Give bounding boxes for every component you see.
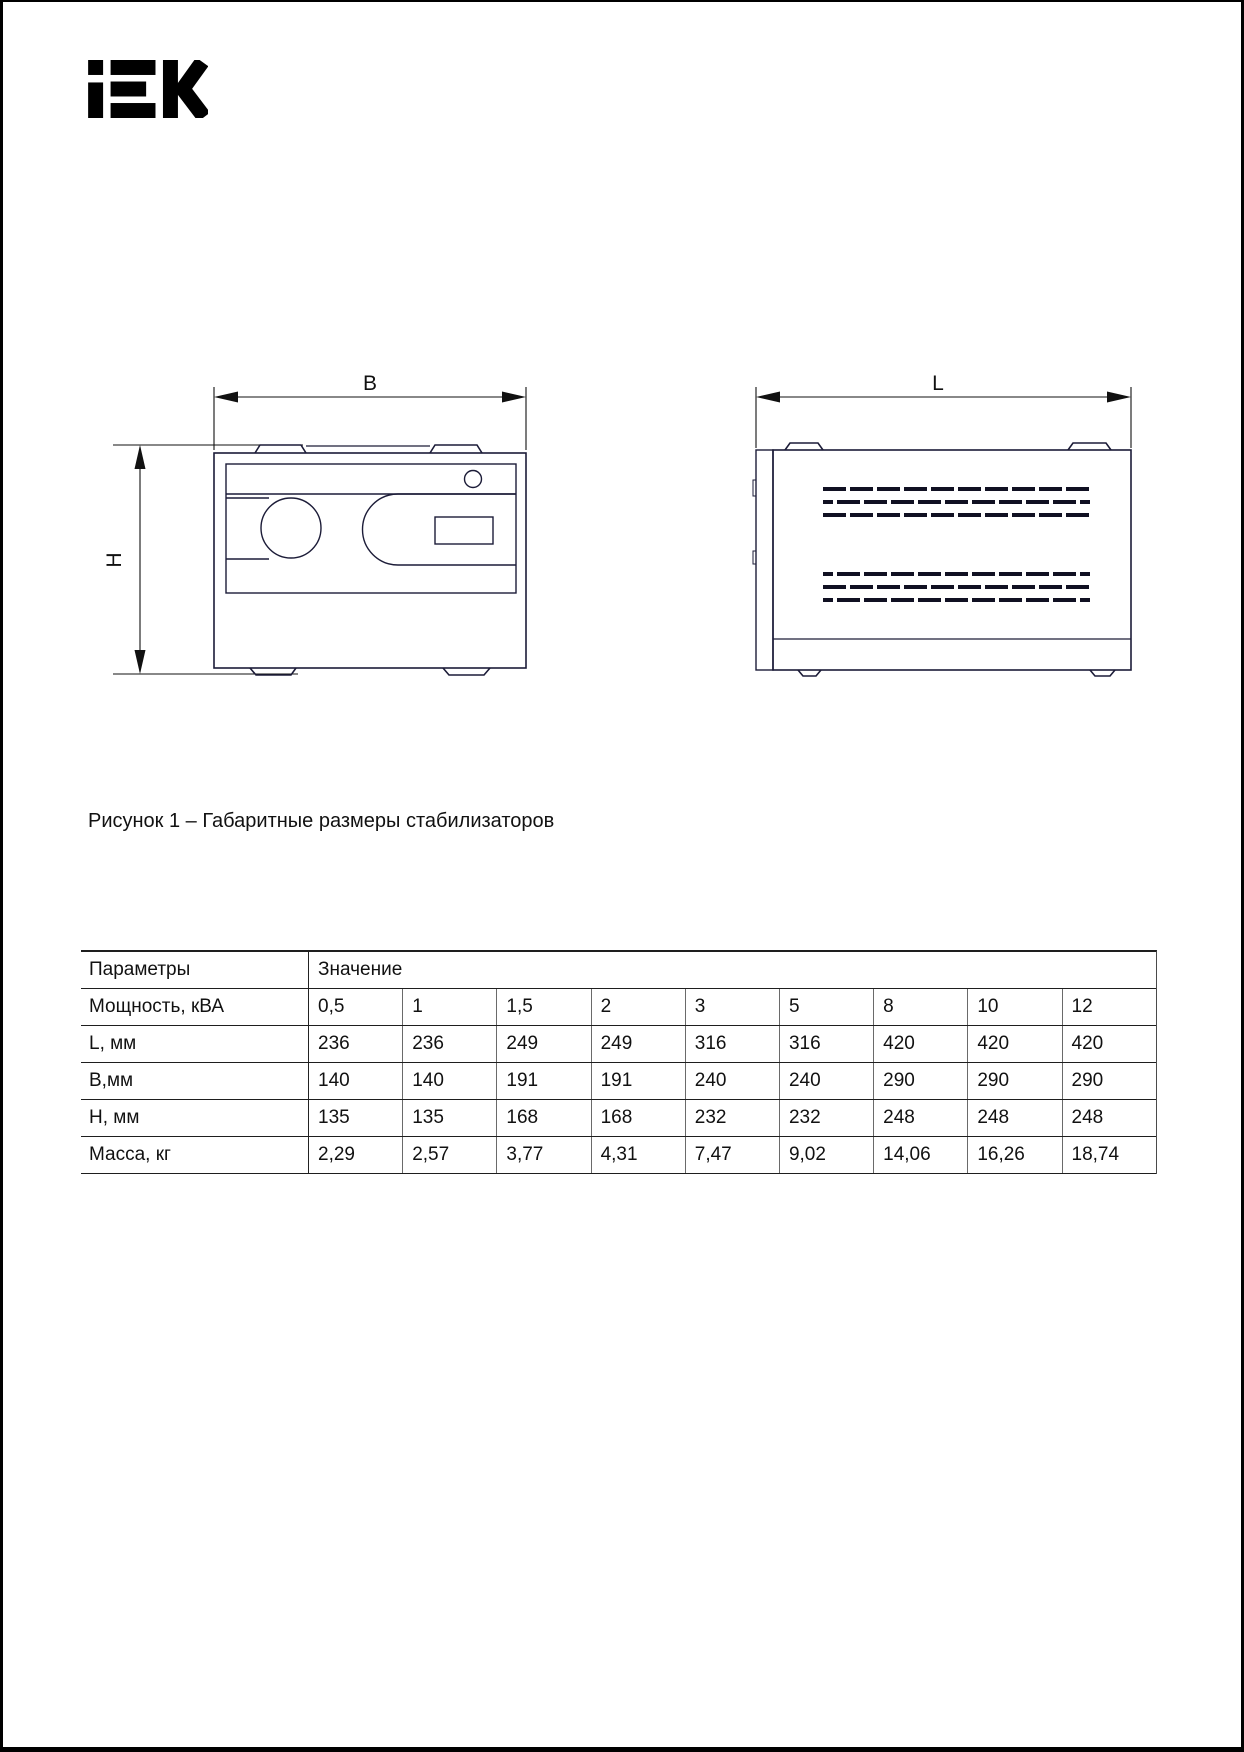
row-value: 191 xyxy=(591,1063,685,1099)
row-value: 5 xyxy=(779,989,873,1025)
row-value: 1,5 xyxy=(496,989,590,1025)
side-edge-notch-bottom xyxy=(753,551,756,564)
front-foot-right xyxy=(443,668,490,675)
iek-logo-graphic xyxy=(88,60,208,118)
row-label: В,мм xyxy=(89,1070,134,1091)
row-label: Мощность, кВА xyxy=(89,996,224,1017)
logo-k-stem xyxy=(163,60,178,118)
row-value: 236 xyxy=(402,1026,496,1062)
row-value: 18,74 xyxy=(1062,1137,1156,1173)
row-value: 316 xyxy=(685,1026,779,1062)
row-value: 191 xyxy=(496,1063,590,1099)
row-label: Масса, кг xyxy=(89,1144,171,1165)
logo-e-top-bar xyxy=(111,60,156,75)
row-value: 248 xyxy=(1062,1100,1156,1136)
table-row xyxy=(81,1026,1156,1063)
logo-e-mid-bar xyxy=(111,82,147,97)
row-value: 316 xyxy=(779,1026,873,1062)
display-window xyxy=(435,517,493,544)
side-view-drawing xyxy=(753,372,1131,676)
side-foot-right xyxy=(1090,670,1115,676)
front-top-tab-right xyxy=(430,445,482,453)
l-dimension xyxy=(756,387,1131,448)
b-arrow-left xyxy=(214,392,238,403)
side-top-tab-left xyxy=(785,443,823,450)
front-view-drawing xyxy=(103,372,526,675)
b-dimension-label: B xyxy=(362,372,378,395)
row-value: 420 xyxy=(873,1026,967,1062)
h-dimension-label: H xyxy=(103,552,126,568)
row-value: 135 xyxy=(402,1100,496,1136)
side-foot-left xyxy=(798,670,821,676)
logo-e-bottom-bar xyxy=(111,103,156,118)
row-value: 14,06 xyxy=(873,1137,967,1173)
l-arrow-right xyxy=(1107,392,1131,403)
row-value: 248 xyxy=(967,1100,1061,1136)
row-value: 8 xyxy=(873,989,967,1025)
dimension-drawings xyxy=(103,332,1143,682)
row-value: 249 xyxy=(591,1026,685,1062)
side-top-tab-right xyxy=(1068,443,1111,450)
figure-caption: Рисунок 1 – Габаритные размеры стабилизаторов xyxy=(88,810,555,832)
vent-slots-lower xyxy=(823,574,1090,600)
row-value: 290 xyxy=(873,1063,967,1099)
row-value: 2 xyxy=(591,989,685,1025)
table-row xyxy=(81,1063,1156,1100)
h-arrow-top xyxy=(135,445,146,469)
row-value: 290 xyxy=(1062,1063,1156,1099)
row-value: 135 xyxy=(308,1100,402,1136)
l-dimension-label: L xyxy=(932,372,944,395)
dimensions-table xyxy=(81,950,1157,1174)
row-value: 240 xyxy=(685,1063,779,1099)
b-dimension xyxy=(214,387,526,450)
b-arrow-right xyxy=(502,392,526,403)
table-header-value: Значение xyxy=(308,952,1156,988)
row-value: 16,26 xyxy=(967,1137,1061,1173)
side-edge-notch-top xyxy=(753,480,756,496)
row-value: 4,31 xyxy=(591,1137,685,1173)
row-value: 3,77 xyxy=(496,1137,590,1173)
row-value: 420 xyxy=(1062,1026,1156,1062)
logo-i-stem xyxy=(88,82,103,118)
row-value: 249 xyxy=(496,1026,590,1062)
row-value: 420 xyxy=(967,1026,1061,1062)
row-value: 140 xyxy=(308,1063,402,1099)
h-dimension xyxy=(113,445,303,674)
table-header-row xyxy=(81,952,1156,989)
row-value: 12 xyxy=(1062,989,1156,1025)
row-value: 0,5 xyxy=(308,989,402,1025)
row-value: 248 xyxy=(873,1100,967,1136)
table-row xyxy=(81,1137,1156,1174)
front-top-tab-left xyxy=(255,445,306,453)
side-body-outline xyxy=(773,450,1131,670)
row-value: 7,47 xyxy=(685,1137,779,1173)
row-value: 2,29 xyxy=(308,1137,402,1173)
row-value: 1 xyxy=(402,989,496,1025)
side-front-edge-strip xyxy=(756,450,773,670)
row-value: 232 xyxy=(685,1100,779,1136)
row-value: 168 xyxy=(591,1100,685,1136)
table-header-parameters: Параметры xyxy=(89,959,191,980)
row-value: 9,02 xyxy=(779,1137,873,1173)
row-value: 3 xyxy=(685,989,779,1025)
logo-i-dot xyxy=(88,60,103,75)
knob-circle xyxy=(261,498,321,558)
iek-logo xyxy=(88,60,208,118)
row-value: 10 xyxy=(967,989,1061,1025)
indicator-led-circle xyxy=(465,471,482,488)
l-arrow-left xyxy=(756,392,780,403)
logo-k-lower-arm xyxy=(181,86,204,117)
row-value: 140 xyxy=(402,1063,496,1099)
vent-slots-upper xyxy=(823,489,1090,515)
row-label: Н, мм xyxy=(89,1107,140,1128)
table-row xyxy=(81,1100,1156,1137)
row-value: 232 xyxy=(779,1100,873,1136)
front-panel xyxy=(226,464,516,593)
row-value: 2,57 xyxy=(402,1137,496,1173)
row-value: 236 xyxy=(308,1026,402,1062)
row-value: 168 xyxy=(496,1100,590,1136)
table-row xyxy=(81,989,1156,1026)
row-value: 290 xyxy=(967,1063,1061,1099)
row-value: 240 xyxy=(779,1063,873,1099)
h-arrow-bottom xyxy=(135,650,146,674)
row-label: L, мм xyxy=(89,1033,137,1054)
